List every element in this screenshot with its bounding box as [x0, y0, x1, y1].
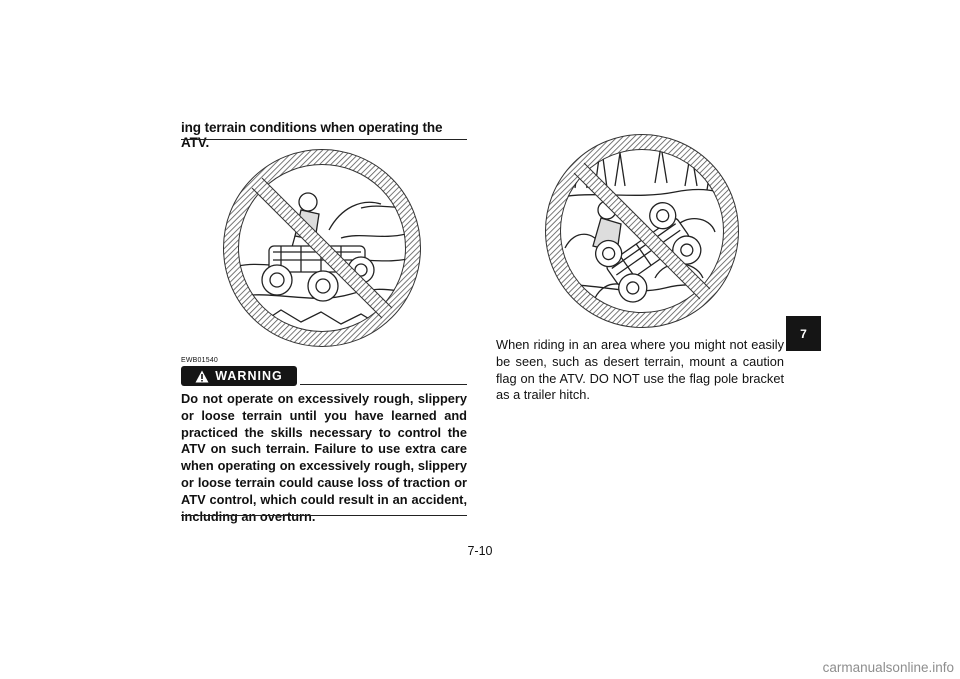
page-number: 7-10 — [467, 544, 493, 558]
warning-label: WARNING — [215, 369, 283, 383]
chapter-tab[interactable]: 7 — [786, 316, 821, 351]
warning-ref-code: EWB01540 — [181, 357, 219, 364]
bottom-rule — [181, 515, 467, 516]
prohibited-rough-terrain-icon — [211, 148, 433, 348]
lead-text: ing terrain conditions when operating the ATV. — [181, 120, 443, 150]
warning-rule — [300, 384, 467, 385]
prohibited-steep-rocks-icon — [535, 128, 750, 333]
flag-paragraph: When riding in an area where you might not easily be seen, such as desert terrain, mount a caution flag on the ATV. DO NOT use the flag pole bracket as a trailer hitch. — [496, 337, 784, 403]
warning-text: Do not operate on excessively rough, slippery or loose terrain until you have learned and practiced the skills necessary to control the ATV on such terrain. Failure to use extra care when operating on excessively rough, slippery or loose terrain could cause loss of traction or ATV control, which could result in an accident, including an overturn. — [181, 391, 467, 524]
top-rule — [181, 139, 467, 140]
warning-triangle-icon — [195, 370, 209, 383]
warning-badge — [181, 366, 297, 386]
watermark-text: carmanualsonline.info — [822, 660, 954, 675]
